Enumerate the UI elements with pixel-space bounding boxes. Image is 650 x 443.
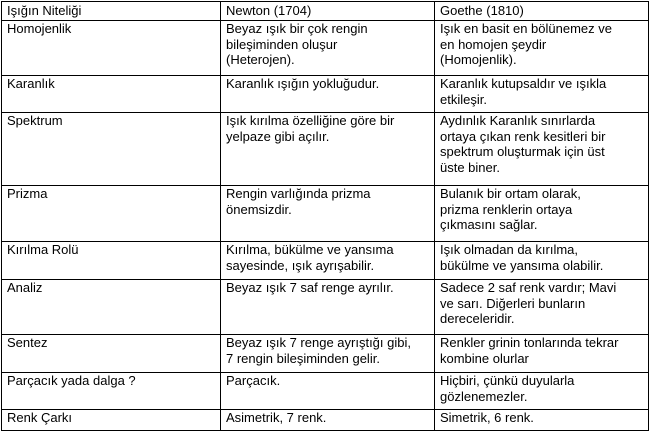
- cell-goethe: Renkler grinin tonlarında tekrar kombine olurlar: [435, 335, 649, 373]
- table-row: [2, 21, 649, 76]
- cell-property: Homojenlik: [2, 21, 221, 76]
- cell-newton: Rengin varlığında prizma önemsizdir.: [221, 186, 435, 242]
- cell-property: Spektrum: [2, 113, 221, 186]
- table-row: [2, 280, 649, 335]
- cell-goethe: Karanlık kutupsaldır ve ışıkla etkileşir.: [435, 76, 649, 113]
- cell-newton: Işık kırılma özelliğine göre bir yelpaze gibi açılır.: [221, 113, 435, 186]
- cell-newton: Karanlık ışığın yokluğudur.: [221, 76, 435, 113]
- table-header-row: [2, 2, 649, 21]
- header-goethe: Goethe (1810): [435, 2, 649, 21]
- cell-newton: Parçacık.: [221, 373, 435, 410]
- cell-property: Parçacık yada dalga ?: [2, 373, 221, 410]
- cell-property: Sentez: [2, 335, 221, 373]
- cell-newton: Beyaz ışık 7 renge ayrıştığı gibi, 7 rengin bileşiminden gelir.: [221, 335, 435, 373]
- cell-property: Analiz: [2, 280, 221, 335]
- cell-property: Karanlık: [2, 76, 221, 113]
- table-row: [2, 113, 649, 186]
- cell-goethe: Aydınlık Karanlık sınırlarda ortaya çıkan renk kesitleri bir spektrum oluşturmak için üst üste biner.: [435, 113, 649, 186]
- cell-newton: Beyaz ışık bir çok rengin bileşiminden oluşur (Heterojen).: [221, 21, 435, 76]
- cell-goethe: Simetrik, 6 renk.: [435, 410, 649, 431]
- table-row: [2, 335, 649, 373]
- table-row: [2, 242, 649, 280]
- cell-newton: Kırılma, bükülme ve yansıma sayesinde, ışık ayrışabilir.: [221, 242, 435, 280]
- cell-goethe: Hiçbiri, çünkü duyularla gözlenemezler.: [435, 373, 649, 410]
- cell-goethe: Bulanık bir ortam olarak, prizma renklerin ortaya çıkmasını sağlar.: [435, 186, 649, 242]
- cell-property: Prizma: [2, 186, 221, 242]
- cell-newton: Beyaz ışık 7 saf renge ayrılır.: [221, 280, 435, 335]
- cell-newton: Asimetrik, 7 renk.: [221, 410, 435, 431]
- cell-property: Renk Çarkı: [2, 410, 221, 431]
- table-row: [2, 410, 649, 431]
- cell-goethe: Sadece 2 saf renk vardır; Mavi ve sarı. Diğerleri bunların dereceleridir.: [435, 280, 649, 335]
- table-row: [2, 373, 649, 410]
- cell-goethe: Işık olmadan da kırılma, bükülme ve yansıma olabilir.: [435, 242, 649, 280]
- cell-property: Kırılma Rolü: [2, 242, 221, 280]
- table-row: [2, 186, 649, 242]
- header-newton: Newton (1704): [221, 2, 435, 21]
- header-property: Işığın Niteliği: [2, 2, 221, 21]
- table-row: [2, 76, 649, 113]
- comparison-table: [1, 1, 649, 431]
- cell-goethe: Işık en basit en bölünemez ve en homojen şeydir (Homojenlik).: [435, 21, 649, 76]
